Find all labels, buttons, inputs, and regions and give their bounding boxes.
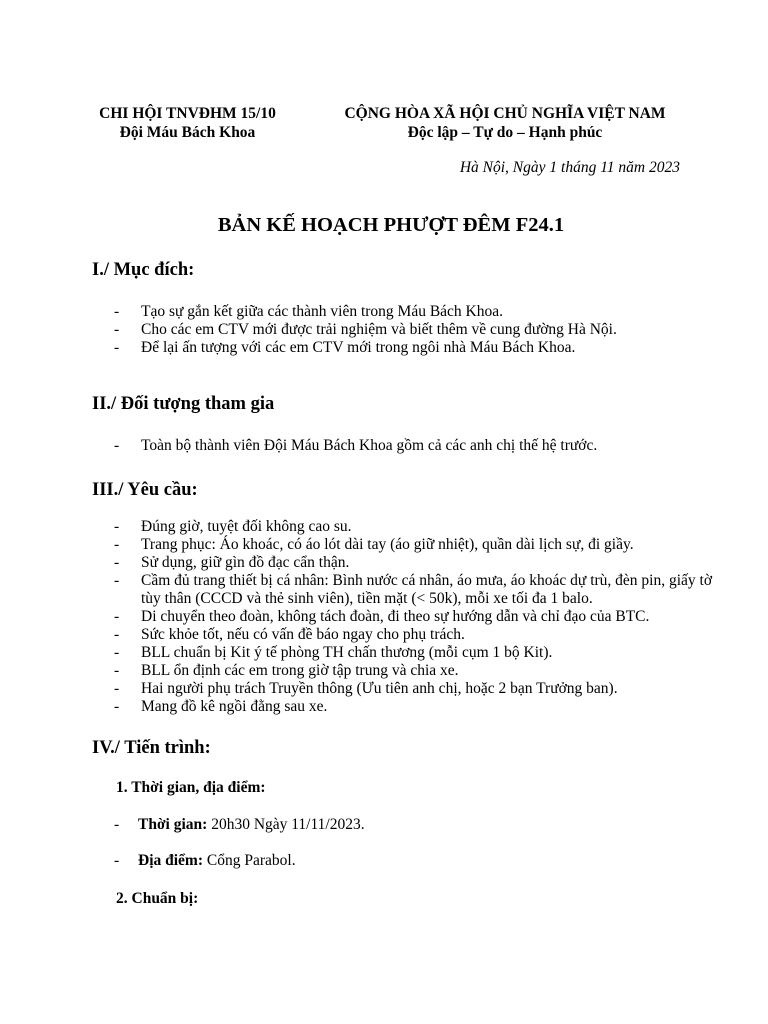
section-requirements-heading: III./ Yêu cầu: <box>92 480 198 500</box>
list-item: - Toàn bộ thành viên Đội Máu Bách Khoa gồm cả các anh chị thế hệ trước. <box>114 437 598 454</box>
place-label: Địa điểm: <box>138 852 204 869</box>
bullet-dash: - <box>114 437 120 454</box>
list-item: - BLL chuẩn bị Kit ý tế phòng TH chấn thương (mỗi cụm 1 bộ Kit). <box>114 644 553 661</box>
bullet-dash: - <box>114 554 120 571</box>
list-item: - Cầm đủ trang thiết bị cá nhân: Bình nước cá nhân, áo mưa, áo khoác dự trù, đèn pin, giấy tờ tùy thân (CCCD và thẻ sinh viên), tiền mặt (< 50k), mỗi xe tối đa 1 balo. <box>114 572 713 607</box>
bullet-dash: - <box>114 680 120 697</box>
bullet-dash: - <box>114 303 120 320</box>
bullet-dash: - <box>114 608 120 625</box>
organization-header <box>70 105 305 143</box>
participants-list <box>114 437 714 455</box>
list-item: - Cho các em CTV mới được trải nghiệm và biết thêm về cung đường Hà Nội. <box>114 321 617 338</box>
bullet-dash: - <box>114 644 120 661</box>
subsection-time-place: 1. Thời gian, địa điểm: <box>116 779 266 796</box>
place-value: Cổng Parabol. <box>203 852 296 869</box>
list-item: - Sức khỏe tốt, nếu có vấn đề báo ngay cho phụ trách. <box>114 626 465 643</box>
national-motto-header <box>305 105 705 143</box>
bullet-dash: - <box>114 572 120 589</box>
bullet-dash: - <box>114 816 120 833</box>
section-process-heading: IV./ Tiến trình: <box>92 738 211 758</box>
list-item: - Để lại ấn tượng với các em CTV mới trong ngôi nhà Máu Bách Khoa. <box>114 339 576 356</box>
purpose-list <box>114 303 714 357</box>
bullet-dash: - <box>114 852 120 869</box>
document-date: Hà Nội, Ngày 1 tháng 11 năm 2023 <box>459 159 680 176</box>
bullet-dash: - <box>114 518 120 535</box>
list-item: - BLL ổn định các em trong giờ tập trung và chia xe. <box>114 662 459 679</box>
requirements-list <box>114 518 714 716</box>
section-participants-heading: II./ Đối tượng tham gia <box>92 394 275 414</box>
country-name: CỘNG HÒA XÃ HỘI CHỦ NGHĨA VIỆT NAM <box>344 105 666 122</box>
team-name: Đội Máu Bách Khoa <box>119 124 256 141</box>
organization-name: CHI HỘI TNVĐHM 15/10 <box>99 105 276 122</box>
list-item: - Mang đồ kê ngồi đằng sau xe. <box>114 698 328 715</box>
bullet-dash: - <box>114 698 120 715</box>
time-label: Thời gian: <box>138 816 208 833</box>
list-item: - Tạo sự gắn kết giữa các thành viên trong Máu Bách Khoa. <box>114 303 503 320</box>
list-item: - Di chuyển theo đoàn, không tách đoàn, đi theo sự hướng dẫn và chỉ đạo của BTC. <box>114 608 650 625</box>
list-item: - Đúng giờ, tuyệt đối không cao su. <box>114 518 352 535</box>
bullet-dash: - <box>114 626 120 643</box>
list-item: - Hai người phụ trách Truyền thông (Ưu tiên anh chị, hoặc 2 bạn Trưởng ban). <box>114 680 618 697</box>
bullet-dash: - <box>114 662 120 679</box>
document-title: BẢN KẾ HOẠCH PHƯỢT ĐÊM F24.1 <box>217 214 565 236</box>
subsection-preparation: 2. Chuẩn bị: <box>116 890 199 907</box>
bullet-dash: - <box>114 321 120 338</box>
list-item: - Trang phục: Áo khoác, có áo lót dài tay (áo giữ nhiệt), quần dài lịch sự, đi giầy. <box>114 536 634 553</box>
bullet-dash: - <box>114 339 120 356</box>
national-motto: Độc lập – Tự do – Hạnh phúc <box>407 124 603 141</box>
section-purpose-heading: I./ Mục đích: <box>92 260 195 280</box>
list-item: - Sử dụng, giữ gìn đồ đạc cẩn thận. <box>114 554 350 571</box>
time-value: 20h30 Ngày 11/11/2023. <box>207 816 365 833</box>
bullet-dash: - <box>114 536 120 553</box>
